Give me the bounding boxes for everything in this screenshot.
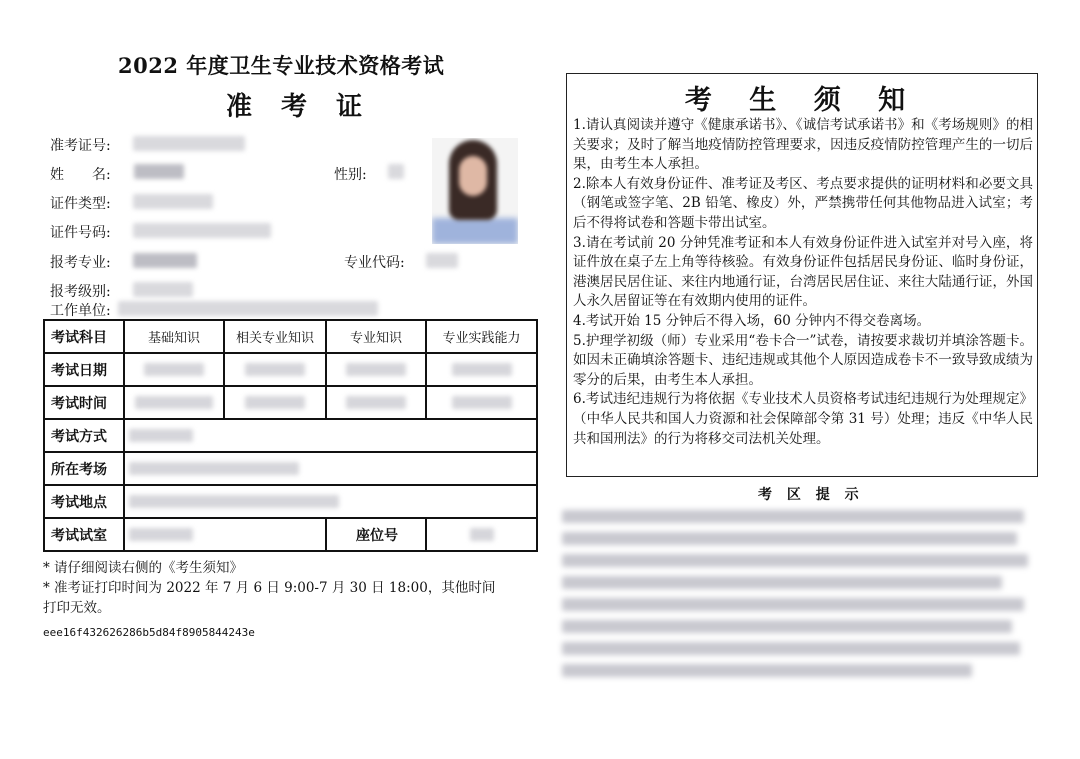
notice-item: 2.除本人有效身份证件、准考证及考区、考点要求提供的证明材料和必要文具（钢笔或签字笔、2B 铅笔、橡皮）外，严禁携带任何其他物品进入试室；考后不得将试卷和答题卡带出试室。	[573, 175, 1033, 231]
time-cell-redacted	[326, 386, 426, 419]
room-header: 考试试室	[44, 518, 124, 551]
gender-label: 性别:	[334, 167, 367, 183]
level-value-redacted	[133, 282, 193, 297]
id-type-label: 证件类型:	[50, 196, 111, 212]
employer-value-redacted	[118, 301, 378, 316]
candidate-photo	[432, 138, 518, 244]
major-value-redacted	[133, 253, 197, 268]
major-code-value-redacted	[426, 253, 458, 268]
exam-no-value-redacted	[133, 136, 245, 151]
table-row	[44, 518, 537, 551]
subject-cell: 专业知识	[326, 320, 426, 353]
document-title: 2022 年度卫生专业技术资格考试	[118, 53, 445, 78]
employer-label: 工作单位:	[50, 303, 111, 319]
table-row	[44, 320, 537, 353]
subject-cell: 相关专业知识	[224, 320, 326, 353]
id-type-value-redacted	[133, 194, 213, 209]
date-cell-redacted	[326, 353, 426, 386]
note-print-time-cont: 打印无效。	[43, 600, 111, 616]
notice-item: 3.请在考试前 20 分钟凭准考证和本人有效身份证件进入试室并对号入座，将证件放在桌子左上角等待核验。有效身份证件包括居民身份证、临时身份证，港澳居民居住证、来往内地通行证，台湾居民居住证、来往大陆通行证，外国人永久居留证等在有效期内使用的证件。	[573, 234, 1033, 310]
date-cell-redacted	[426, 353, 537, 386]
address-cell-redacted	[124, 485, 537, 518]
gender-value-redacted	[388, 164, 404, 179]
time-header: 考试时间	[44, 386, 124, 419]
id-no-label: 证件号码:	[50, 225, 111, 241]
time-cell-redacted	[124, 386, 224, 419]
notice-item: 5.护理学初级（师）专业采用“卷卡合一”试卷，请按要求裁切并填涂答题卡。如因未正确填涂答题卡、违纪违规或其他个人原因造成卷卡不一致导致成绩为零分的后果，由考生本人承担。	[573, 332, 1033, 388]
subject-header: 考试科目	[44, 320, 124, 353]
notice-title: 考 生 须 知	[684, 85, 920, 116]
notice-item: 1.请认真阅读并遵守《健康承诺书》、《诚信考试承诺书》和《考场规则》的相关要求；及时了解当地疫情防控管理要求，因违反疫情防控管理产生的一切后果，由考生本人承担。	[573, 117, 1033, 173]
date-header: 考试日期	[44, 353, 124, 386]
note-read-notice: * 请仔细阅读右侧的《考生须知》	[43, 560, 244, 576]
subject-cell: 专业实践能力	[426, 320, 537, 353]
exam-no-label: 准考证号:	[50, 138, 111, 154]
note-print-time: * 准考证打印时间为 2022 年 7 月 6 日 9:00-7 月 30 日 18:00，其他时间	[43, 580, 496, 596]
name-value-redacted	[134, 164, 184, 179]
id-no-value-redacted	[133, 223, 271, 238]
table-row	[44, 452, 537, 485]
document-hash: eee16f432626286b5d84f8905844243e	[43, 626, 255, 639]
zone-tips-title: 考 区 提 示	[758, 487, 864, 503]
document-subtitle: 准 考 证	[226, 92, 373, 122]
notice-list	[573, 116, 1033, 449]
notice-item: 6.考试违纪违规行为将依据《专业技术人员资格考试违纪违规行为处理规定》（中华人民共和国人力资源和社会保障部令第 31 号）处理；违反《中华人民共和国刑法》的行为将移交司法机关处理。	[573, 391, 1033, 447]
level-label: 报考级别:	[50, 284, 111, 300]
subject-cell: 基础知识	[124, 320, 224, 353]
address-header: 考试地点	[44, 485, 124, 518]
seat-cell-redacted	[426, 518, 537, 551]
major-code-label: 专业代码:	[344, 255, 405, 271]
table-row	[44, 386, 537, 419]
time-cell-redacted	[426, 386, 537, 419]
notice-item: 4.考试开始 15 分钟后不得入场，60 分钟内不得交卷离场。	[573, 312, 931, 329]
date-cell-redacted	[224, 353, 326, 386]
zone-tips-redacted	[562, 506, 1032, 690]
room-cell-redacted	[124, 518, 326, 551]
seat-header: 座位号	[326, 518, 426, 551]
method-cell-redacted	[124, 419, 537, 452]
venue-header: 所在考场	[44, 452, 124, 485]
major-label: 报考专业:	[50, 255, 111, 271]
table-row	[44, 419, 537, 452]
name-label: 姓 名:	[50, 167, 111, 183]
venue-cell-redacted	[124, 452, 537, 485]
table-row	[44, 353, 537, 386]
date-cell-redacted	[124, 353, 224, 386]
table-row	[44, 485, 537, 518]
method-header: 考试方式	[44, 419, 124, 452]
exam-schedule-table	[43, 319, 538, 552]
time-cell-redacted	[224, 386, 326, 419]
